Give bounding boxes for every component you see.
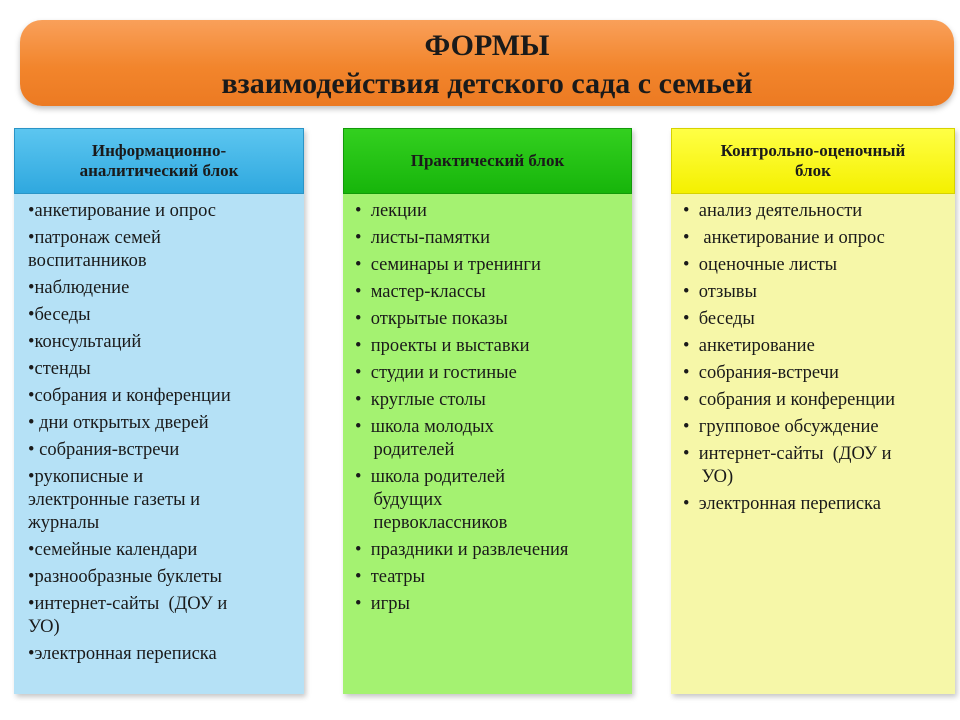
column-practical (343, 128, 632, 694)
column-body (343, 194, 632, 694)
list-item: • интернет-сайты (ДОУ и УО) (683, 444, 892, 487)
list-item: •консультаций (28, 332, 142, 352)
item-list (355, 200, 626, 616)
list-item: • студии и гостиные (355, 363, 517, 383)
banner-subtitle: взаимодействия детского сада с семьей (221, 67, 753, 100)
list-item: • школа молодых родителей (355, 417, 494, 460)
list-item: •рукописные и электронные газеты и журналы (28, 467, 201, 533)
list-item: • дни открытых дверей (28, 413, 209, 433)
column-informational-analytical (14, 128, 304, 694)
list-item: • собрания-встречи (683, 363, 839, 383)
column-heading (671, 128, 955, 194)
column-body (671, 194, 955, 694)
list-item: • листы-памятки (355, 228, 491, 248)
column-body (14, 194, 304, 694)
list-item: •собрания и конференции (28, 386, 231, 406)
list-item: • проекты и выставки (355, 336, 530, 356)
list-item: • школа родителей будущих первоклассников (355, 467, 508, 533)
list-item: • беседы (683, 309, 755, 329)
list-item: • собрания-встречи (28, 440, 180, 460)
list-item: • открытые показы (355, 309, 508, 329)
list-item: • электронная переписка (683, 494, 881, 514)
list-item: •беседы (28, 305, 91, 325)
list-item: • мастер-классы (355, 282, 486, 302)
list-item: •анкетирование и опрос (28, 201, 216, 221)
list-item: • отзывы (683, 282, 757, 302)
list-item: •интернет-сайты (ДОУ и УО) (28, 594, 228, 637)
list-item: •патронаж семей воспитанников (28, 228, 161, 271)
list-item: • театры (355, 567, 425, 587)
item-list (683, 200, 949, 516)
list-item: • оценочные листы (683, 255, 838, 275)
title-banner (20, 20, 954, 106)
list-item: • анкетирование (683, 336, 815, 356)
list-item: • собрания и конференции (683, 390, 895, 410)
list-item: •разнообразные буклеты (28, 567, 222, 587)
column-heading-text: Контрольно-оценочный блок (720, 141, 906, 180)
list-item: • анкетирование и опрос (683, 228, 885, 248)
banner-title: ФОРМЫ (424, 29, 550, 62)
list-item: •электронная переписка (28, 644, 217, 664)
column-heading-text: Практический блок (410, 151, 565, 170)
column-heading-text: Информационно- аналитический блок (79, 141, 239, 180)
list-item: •семейные календари (28, 540, 198, 560)
list-item: • круглые столы (355, 390, 486, 410)
list-item: •наблюдение (28, 278, 130, 298)
list-item: • групповое обсуждение (683, 417, 879, 437)
list-item: • семинары и тренинги (355, 255, 541, 275)
list-item: • анализ деятельности (683, 201, 863, 221)
list-item: • игры (355, 594, 410, 614)
list-item: • лекции (355, 201, 427, 221)
item-list (28, 200, 298, 666)
list-item: • праздники и развлечения (355, 540, 569, 560)
list-item: •стенды (28, 359, 91, 379)
column-control-evaluative (671, 128, 955, 694)
column-heading (14, 128, 304, 194)
column-heading (343, 128, 632, 194)
